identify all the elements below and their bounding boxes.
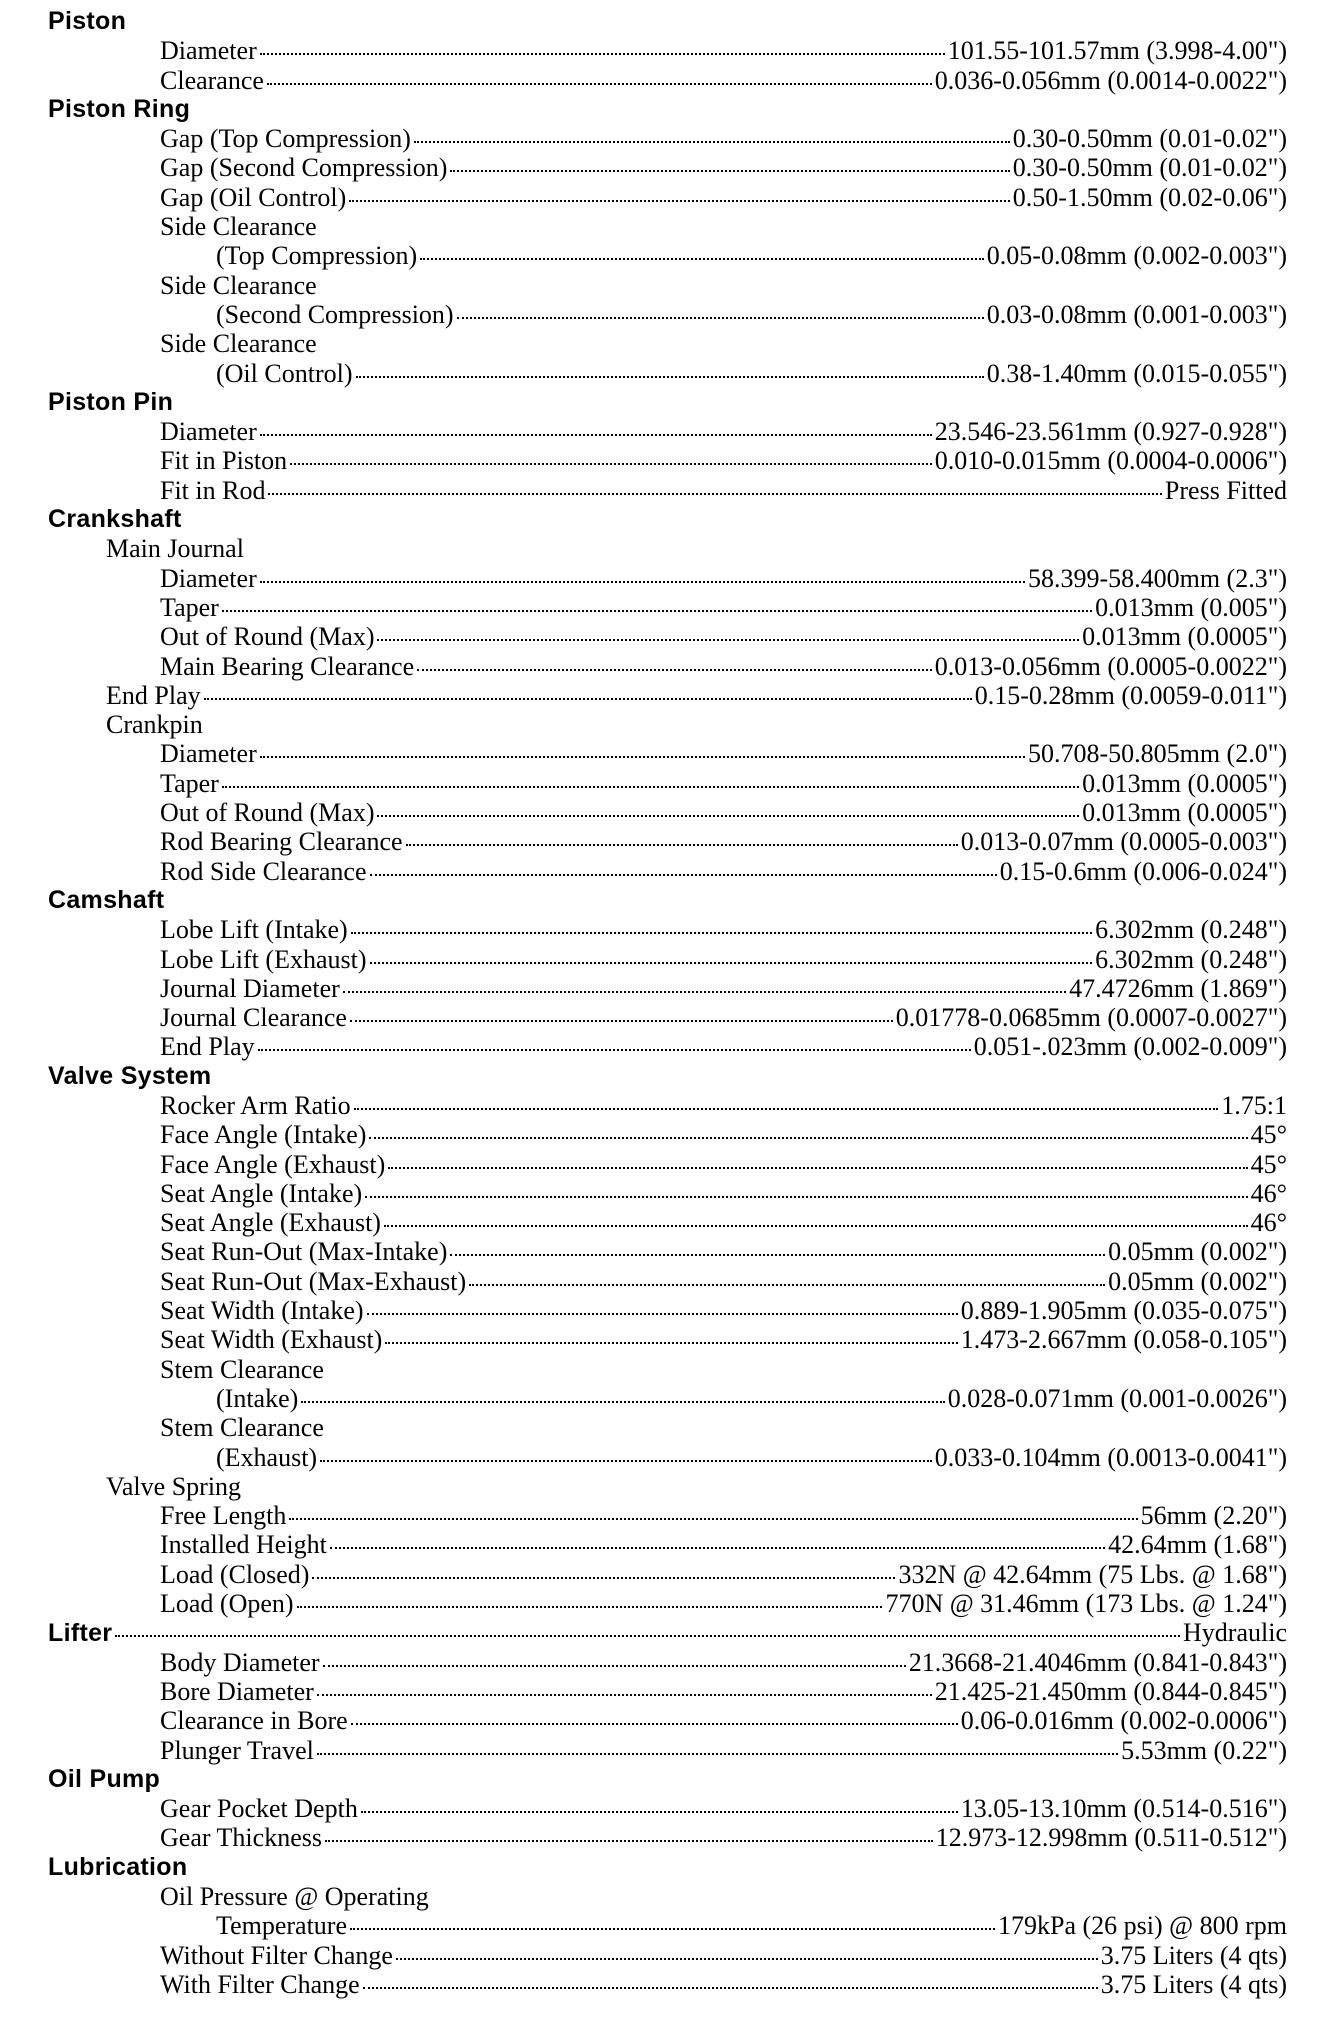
spec-label: Lobe Lift (Exhaust)	[160, 944, 367, 974]
dot-leader	[377, 639, 1079, 641]
spec-label: Diameter	[160, 739, 257, 769]
spec-row	[0, 534, 1344, 563]
spec-label: Crankpin	[106, 710, 203, 740]
dot-leader	[417, 669, 932, 671]
spec-row	[0, 241, 1344, 270]
spec-label: (Second Compression)	[216, 299, 454, 329]
spec-label: End Play	[160, 1032, 255, 1062]
spec-value: 21.3668-21.4046mm (0.841-0.843")	[908, 1647, 1287, 1677]
spec-value: 332N @ 42.64mm (75 Lbs. @ 1.68")	[898, 1559, 1287, 1589]
spec-label: Journal Diameter	[160, 973, 340, 1003]
spec-value: 0.033-0.104mm (0.0013-0.0041")	[934, 1442, 1287, 1472]
section-heading	[0, 388, 1344, 417]
spec-row	[0, 1413, 1344, 1442]
spec-value: 0.30-0.50mm (0.01-0.02")	[1012, 153, 1287, 183]
spec-row	[0, 271, 1344, 300]
spec-value: 0.50-1.50mm (0.02-0.06")	[1012, 182, 1287, 212]
dot-leader	[351, 1723, 958, 1725]
section-title: Valve System	[48, 1061, 212, 1090]
spec-value: 0.05-0.08mm (0.002-0.003")	[986, 241, 1287, 271]
spec-label: (Exhaust)	[216, 1442, 318, 1472]
spec-label: Rocker Arm Ratio	[160, 1090, 351, 1120]
spec-row	[0, 1501, 1344, 1530]
spec-label: Diameter	[160, 563, 257, 593]
spec-label: Diameter	[160, 417, 257, 447]
dot-leader	[301, 1401, 945, 1403]
spec-row	[0, 1384, 1344, 1413]
spec-row	[0, 417, 1344, 446]
dot-leader	[396, 1958, 1098, 1960]
spec-label: (Intake)	[216, 1383, 299, 1413]
dot-leader	[354, 1108, 1219, 1110]
spec-value: 3.75 Liters (4 qts)	[1100, 1940, 1287, 1970]
spec-row	[0, 974, 1344, 1003]
spec-value: 12.973-12.998mm (0.511-0.512")	[935, 1823, 1287, 1853]
section-title: Piston Ring	[48, 94, 191, 123]
spec-value: 21.425-21.450mm (0.844-0.845")	[934, 1676, 1287, 1706]
section-title: Lifter	[48, 1619, 113, 1648]
spec-value: Hydraulic	[1183, 1618, 1287, 1648]
spec-row	[0, 1325, 1344, 1354]
spec-row	[0, 1003, 1344, 1032]
spec-row	[0, 1736, 1344, 1765]
spec-value: 179kPa (26 psi) @ 800 rpm	[998, 1911, 1287, 1941]
spec-row	[0, 359, 1344, 388]
spec-row	[0, 593, 1344, 622]
section-heading	[0, 1618, 1344, 1647]
spec-label: Bore Diameter	[160, 1676, 314, 1706]
spec-row	[0, 329, 1344, 358]
dot-leader	[356, 376, 984, 378]
spec-value: 3.75 Liters (4 qts)	[1100, 1969, 1287, 1999]
dot-leader	[320, 1460, 932, 1462]
spec-value: 50.708-50.805mm (2.0")	[1027, 739, 1287, 769]
section-heading	[0, 1765, 1344, 1794]
dot-leader	[351, 932, 1092, 934]
spec-value: 13.05-13.10mm (0.514-0.516")	[960, 1794, 1287, 1824]
spec-label: Out of Round (Max)	[160, 622, 375, 652]
spec-row	[0, 622, 1344, 651]
spec-row	[0, 1911, 1344, 1940]
spec-label: Without Filter Change	[160, 1940, 393, 1970]
dot-leader	[361, 1811, 958, 1813]
spec-label: Face Angle (Exhaust)	[160, 1149, 386, 1179]
spec-value: 0.06-0.016mm (0.002-0.0006")	[960, 1706, 1287, 1736]
spec-label: Fit in Rod	[160, 475, 266, 505]
spec-value: 0.889-1.905mm (0.035-0.075")	[960, 1296, 1287, 1326]
dot-leader	[312, 1577, 895, 1579]
dot-leader	[115, 1635, 1180, 1637]
spec-value: 1.75:1	[1221, 1090, 1287, 1120]
spec-label: Seat Width (Exhaust)	[160, 1325, 383, 1355]
spec-value: 770N @ 31.46mm (173 Lbs. @ 1.24")	[885, 1589, 1287, 1619]
spec-row	[0, 652, 1344, 681]
spec-value: 0.05mm (0.002")	[1108, 1237, 1287, 1267]
spec-value: 0.013-0.056mm (0.0005-0.0022")	[934, 651, 1287, 681]
spec-value: 23.546-23.561mm (0.927-0.928")	[934, 417, 1287, 447]
spec-label: Lobe Lift (Intake)	[160, 915, 348, 945]
spec-row	[0, 710, 1344, 739]
spec-value: 0.05mm (0.002")	[1108, 1266, 1287, 1296]
section-title: Piston Pin	[48, 387, 174, 416]
spec-row	[0, 945, 1344, 974]
section-heading	[0, 886, 1344, 915]
spec-row	[0, 1120, 1344, 1149]
spec-value: 58.399-58.400mm (2.3")	[1027, 563, 1287, 593]
spec-label: Side Clearance	[160, 270, 317, 300]
spec-value: 0.051-.023mm (0.002-0.009")	[973, 1032, 1287, 1062]
section-heading	[0, 95, 1344, 124]
spec-row	[0, 1208, 1344, 1237]
spec-row	[0, 124, 1344, 153]
spec-label: With Filter Change	[160, 1969, 360, 1999]
spec-value: 45°	[1250, 1120, 1287, 1150]
dot-leader	[370, 962, 1093, 964]
spec-value: 0.013mm (0.0005")	[1082, 768, 1287, 798]
engine-specifications-sheet	[0, 7, 1344, 1999]
spec-row	[0, 153, 1344, 182]
spec-value: Press Fitted	[1164, 475, 1287, 505]
section-heading	[0, 7, 1344, 36]
spec-value: 0.028-0.071mm (0.001-0.0026")	[947, 1383, 1287, 1413]
spec-value: 0.036-0.056mm (0.0014-0.0022")	[934, 65, 1287, 95]
spec-row	[0, 1794, 1344, 1823]
spec-label: Seat Angle (Intake)	[160, 1178, 363, 1208]
dot-leader	[406, 844, 958, 846]
spec-value: 46°	[1250, 1178, 1287, 1208]
dot-leader	[385, 1342, 957, 1344]
dot-leader	[289, 1518, 1137, 1520]
dot-leader	[290, 463, 932, 465]
dot-leader	[317, 1694, 932, 1696]
spec-label: Face Angle (Intake)	[160, 1120, 367, 1150]
spec-row	[0, 212, 1344, 241]
spec-label: Side Clearance	[160, 329, 317, 359]
section-title: Oil Pump	[48, 1764, 161, 1793]
dot-leader	[450, 170, 1009, 172]
dot-leader	[365, 1196, 1247, 1198]
spec-row	[0, 1267, 1344, 1296]
spec-value: 0.01778-0.0685mm (0.0007-0.0027")	[895, 1003, 1287, 1033]
spec-label: Seat Run-Out (Max-Intake)	[160, 1237, 448, 1267]
spec-row	[0, 446, 1344, 475]
dot-leader	[260, 581, 1025, 583]
spec-label: Seat Run-Out (Max-Exhaust)	[160, 1266, 467, 1296]
dot-leader	[204, 698, 972, 700]
spec-label: Stem Clearance	[160, 1354, 324, 1384]
dot-leader	[323, 1665, 906, 1667]
section-title: Lubrication	[48, 1852, 188, 1881]
spec-label: Main Journal	[106, 534, 244, 564]
spec-value: 0.013mm (0.0005")	[1082, 798, 1287, 828]
spec-row	[0, 1355, 1344, 1384]
dot-leader	[260, 53, 945, 55]
spec-value: 45°	[1250, 1149, 1287, 1179]
spec-row	[0, 1472, 1344, 1501]
spec-label: Installed Height	[160, 1530, 327, 1560]
dot-leader	[377, 815, 1079, 817]
spec-label: Gap (Second Compression)	[160, 153, 448, 183]
spec-value: 6.302mm (0.248")	[1095, 944, 1287, 974]
spec-label: Seat Angle (Exhaust)	[160, 1208, 381, 1238]
dot-leader	[388, 1167, 1247, 1169]
spec-value: 47.4726mm (1.869")	[1069, 973, 1287, 1003]
spec-label: Load (Open)	[160, 1589, 294, 1619]
section-title: Crankshaft	[48, 505, 182, 534]
dot-leader	[222, 786, 1079, 788]
dot-leader	[260, 756, 1025, 758]
spec-label: Body Diameter	[160, 1647, 320, 1677]
spec-row	[0, 915, 1344, 944]
section-title: Piston	[48, 7, 127, 35]
spec-label: (Top Compression)	[216, 241, 418, 271]
spec-value: 0.30-0.50mm (0.01-0.02")	[1012, 124, 1287, 154]
spec-row	[0, 1237, 1344, 1266]
spec-label: Gap (Top Compression)	[160, 124, 411, 154]
dot-leader	[369, 1137, 1247, 1139]
spec-row	[0, 1941, 1344, 1970]
spec-row	[0, 827, 1344, 856]
spec-row	[0, 1648, 1344, 1677]
spec-row	[0, 681, 1344, 710]
dot-leader	[367, 1313, 958, 1315]
spec-value: 0.03-0.08mm (0.001-0.003")	[986, 299, 1287, 329]
section-title: Camshaft	[48, 885, 165, 914]
spec-row	[0, 1589, 1344, 1618]
spec-label: Fit in Piston	[160, 446, 288, 476]
dot-leader	[420, 258, 984, 260]
spec-row	[0, 1706, 1344, 1735]
spec-value: 0.15-0.6mm (0.006-0.024")	[999, 856, 1287, 886]
spec-value: 101.55-101.57mm (3.998-4.00")	[947, 36, 1287, 66]
spec-row	[0, 798, 1344, 827]
spec-label: End Play	[106, 680, 201, 710]
spec-label: Taper	[160, 768, 219, 798]
spec-value: 42.64mm (1.68")	[1108, 1530, 1287, 1560]
spec-row	[0, 1677, 1344, 1706]
spec-row	[0, 476, 1344, 505]
spec-row	[0, 769, 1344, 798]
spec-row	[0, 36, 1344, 65]
spec-label: Journal Clearance	[160, 1003, 347, 1033]
dot-leader	[267, 83, 932, 85]
spec-value: 5.53mm (0.22")	[1121, 1735, 1287, 1765]
dot-leader	[325, 1840, 933, 1842]
spec-label: Gap (Oil Control)	[160, 182, 347, 212]
spec-value: 0.010-0.015mm (0.0004-0.0006")	[934, 446, 1287, 476]
spec-label: Free Length	[160, 1501, 287, 1531]
spec-label: Clearance in Bore	[160, 1706, 348, 1736]
section-heading	[0, 505, 1344, 534]
spec-label: Main Bearing Clearance	[160, 651, 415, 681]
dot-leader	[450, 1254, 1105, 1256]
dot-leader	[363, 1987, 1098, 1989]
spec-row	[0, 739, 1344, 768]
dot-leader	[260, 434, 932, 436]
spec-label: (Oil Control)	[216, 358, 353, 388]
spec-row	[0, 1296, 1344, 1325]
spec-value: 0.15-0.28mm (0.0059-0.011")	[974, 680, 1287, 710]
spec-label: Taper	[160, 592, 219, 622]
spec-value: 0.013-0.07mm (0.0005-0.003")	[960, 827, 1287, 857]
section-heading	[0, 1062, 1344, 1091]
spec-row	[0, 1032, 1344, 1061]
spec-label: Gear Thickness	[160, 1823, 322, 1853]
spec-row	[0, 564, 1344, 593]
spec-label: Stem Clearance	[160, 1413, 324, 1443]
spec-label: Load (Closed)	[160, 1559, 310, 1589]
spec-row	[0, 1560, 1344, 1589]
dot-leader	[469, 1284, 1105, 1286]
spec-label: Plunger Travel	[160, 1735, 314, 1765]
spec-row	[0, 66, 1344, 95]
dot-leader	[349, 200, 1009, 202]
spec-label: Valve Spring	[106, 1471, 242, 1501]
section-heading	[0, 1853, 1344, 1882]
dot-leader	[414, 141, 1010, 143]
spec-value: 0.013mm (0.0005")	[1082, 622, 1287, 652]
spec-label: Diameter	[160, 36, 257, 66]
spec-label: Gear Pocket Depth	[160, 1794, 358, 1824]
spec-row	[0, 1823, 1344, 1852]
spec-row	[0, 1091, 1344, 1120]
spec-row	[0, 300, 1344, 329]
dot-leader	[317, 1753, 1118, 1755]
dot-leader	[343, 991, 1066, 993]
spec-label: Side Clearance	[160, 212, 317, 242]
spec-value: 6.302mm (0.248")	[1095, 915, 1287, 945]
spec-row	[0, 1179, 1344, 1208]
spec-row	[0, 1443, 1344, 1472]
spec-row	[0, 183, 1344, 212]
spec-label: Oil Pressure @ Operating	[160, 1882, 429, 1911]
dot-leader	[384, 1225, 1248, 1227]
dot-leader	[350, 1020, 893, 1022]
dot-leader	[268, 493, 1161, 495]
spec-row	[0, 1530, 1344, 1559]
dot-leader	[350, 1928, 995, 1930]
spec-row	[0, 857, 1344, 886]
spec-value: 0.013mm (0.005")	[1095, 592, 1287, 622]
dot-leader	[370, 874, 997, 876]
dot-leader	[297, 1606, 883, 1608]
spec-label: Seat Width (Intake)	[160, 1296, 364, 1326]
spec-value: 0.38-1.40mm (0.015-0.055")	[986, 358, 1287, 388]
spec-row	[0, 1970, 1344, 1999]
dot-leader	[330, 1547, 1105, 1549]
spec-label: Rod Side Clearance	[160, 856, 367, 886]
spec-label: Rod Bearing Clearance	[160, 827, 403, 857]
dot-leader	[258, 1049, 971, 1051]
spec-row	[0, 1882, 1344, 1911]
spec-label: Clearance	[160, 65, 264, 95]
dot-leader	[457, 317, 984, 319]
spec-label: Out of Round (Max)	[160, 798, 375, 828]
spec-row	[0, 1150, 1344, 1179]
spec-value: 56mm (2.20")	[1140, 1501, 1287, 1531]
dot-leader	[222, 610, 1092, 612]
spec-value: 1.473-2.667mm (0.058-0.105")	[960, 1325, 1287, 1355]
spec-value: 46°	[1250, 1208, 1287, 1238]
spec-label: Temperature	[216, 1911, 347, 1941]
